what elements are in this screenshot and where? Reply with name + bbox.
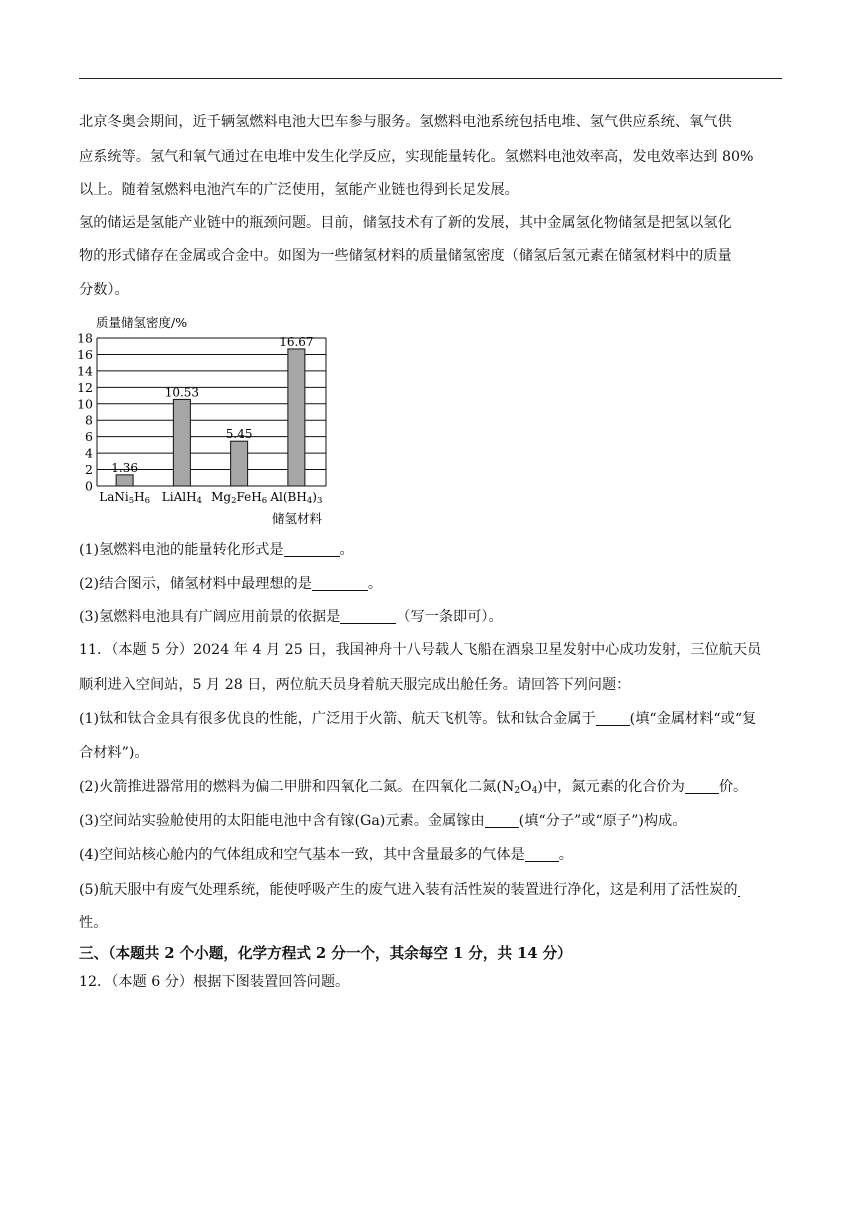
question-11-2-end: 价。 [718, 779, 748, 795]
value-label-0: 1.36 [111, 460, 138, 475]
question-11-4-end: 。 [558, 847, 573, 863]
chart-x-axis-label: 储氢材料 [272, 511, 323, 526]
category-label-0-part-3: 6 [144, 496, 151, 506]
section-3-heading: 三、（本题共 2 个小题，化学方程式 2 分一个，其余每空 1 分，共 14 分） [79, 945, 572, 962]
value-label-2: 5.45 [225, 427, 253, 442]
question-12-intro: 12．（本题 6 分）根据下图装置回答问题。 [79, 974, 350, 990]
question-10-1-end: 。 [339, 542, 354, 558]
answer-blank-11-5[interactable] [738, 882, 740, 897]
y-tick-label-4: 4 [85, 445, 93, 461]
y-tick-label-6: 6 [85, 429, 93, 445]
paragraph-2-line-1: 氢的储运是氢能产业链中的瓶颈问题。目前，储氢技术有了新的发展，其中金属氢化物储氢是把氢以氢化 [79, 215, 732, 231]
category-label-2-part-3: 6 [261, 496, 268, 506]
answer-blank-11-1[interactable] [596, 711, 630, 726]
formula-sub-2: 2 [514, 786, 521, 796]
header-rule [79, 78, 782, 79]
chart-y-axis-label: 质量储氢密度/% [96, 315, 188, 330]
question-11-5-text: (5)航天服中有废气处理系统，能使呼吸产生的废气进入装有活性炭的装置进行净化，这是利用了活性炭的 [79, 882, 738, 898]
question-11-1-line-2: 合材料”)。 [79, 745, 149, 761]
y-tick-label-0: 0 [85, 478, 93, 494]
y-tick-label-14: 14 [77, 363, 93, 379]
category-label-3-part-2: ) [312, 490, 317, 504]
y-tick-label-12: 12 [77, 379, 93, 395]
question-11-1-hint: (填“金属材料“或“复 [629, 711, 757, 727]
question-10-3 [79, 607, 784, 627]
category-label-2-part-2: FeH [236, 490, 262, 504]
chart-y-ticks [77, 331, 93, 494]
hydrogen-storage-chart [76, 310, 346, 530]
chart-bars [116, 349, 305, 486]
category-label-2-part-0: Mg [211, 490, 232, 504]
question-11-5-line-2: 性。 [79, 915, 108, 931]
category-label-1-part-0: LiAlH [161, 490, 197, 504]
question-11-1-line-1 [79, 709, 784, 729]
question-10-2-text: (2)结合图示，储氢材料中最理想的是 [79, 576, 312, 592]
paragraph-1-line-3: 以上。随着氢燃料电池汽车的广泛使用，氢能产业链也得到长足发展。 [79, 182, 519, 198]
category-label-2 [211, 490, 267, 506]
category-label-1 [162, 490, 202, 506]
question-10-3-end: （写一条即可）。 [396, 609, 503, 625]
question-11-4-text: (4)空间站核心舱内的气体组成和空气基本一致，其中含量最多的气体是 [79, 847, 525, 863]
answer-blank-11-4[interactable] [525, 847, 559, 862]
paragraph-2-line-3: 分数）。 [79, 282, 129, 298]
bar-2 [231, 441, 248, 486]
question-10-2-end: 。 [367, 576, 383, 592]
question-11-5-line-1 [79, 880, 784, 900]
category-label-2-part-1: 2 [231, 496, 237, 506]
y-tick-label-16: 16 [77, 346, 93, 362]
question-11-intro-line-1: 11．（本题 5 分）2024 年 4 月 25 日，我国神舟十八号载人飞船在酒泉卫星发射中心成功发射，三位航天员 [79, 642, 762, 658]
question-10-3-text: (3)氢燃料电池具有广阔应用前景的依据是 [79, 609, 341, 625]
bar-1 [173, 399, 190, 486]
category-label-3-part-0: Al(BH [270, 490, 307, 504]
answer-blank-11-2[interactable] [685, 779, 719, 794]
question-11-3-text: (3)空间站实验舱使用的太阳能电池中含有镓(Ga)元素。金属镓由 [79, 813, 485, 829]
question-10-1-text: (1)氢燃料电池的能量转化形式是 [79, 542, 284, 558]
bar-chart-svg [76, 310, 346, 530]
formula-oxygen: O [520, 779, 532, 795]
chart-value-labels [111, 335, 313, 475]
category-label-0 [99, 490, 150, 506]
y-tick-label-2: 2 [85, 462, 93, 478]
y-tick-label-10: 10 [77, 396, 93, 412]
value-label-3: 16.67 [279, 334, 314, 349]
question-11-3-hint: (填“分子”或“原子”)构成。 [518, 813, 687, 829]
paragraph-2-line-2: 物的形式储存在金属或合金中。如图为一些储氢材料的质量储氢密度（储氢后氢元素在储氢材料中的质量 [79, 248, 732, 264]
formula-sub-4: 4 [531, 786, 538, 796]
answer-blank-10-1[interactable] [284, 542, 340, 557]
chart-categories [99, 490, 322, 506]
y-tick-label-8: 8 [85, 412, 93, 428]
category-label-3-part-3: 3 [316, 496, 323, 506]
category-label-3-part-1: 4 [306, 496, 313, 506]
answer-blank-10-3[interactable] [340, 609, 396, 624]
question-11-2 [79, 777, 784, 797]
question-10-1 [79, 540, 784, 560]
question-11-2-text-b: )中，氮元素的化合价为 [537, 779, 685, 795]
question-11-4 [79, 845, 784, 865]
category-label-3 [269, 490, 322, 506]
answer-blank-11-3[interactable] [485, 813, 519, 828]
bar-3 [288, 349, 305, 486]
value-label-1: 10.53 [164, 385, 200, 400]
paragraph-1-line-1: 北京冬奥会期间，近千辆氢燃料电池大巴车参与服务。氢燃料电池系统包括电堆、氢气供应系统、氧气供 [79, 114, 732, 130]
bar-0 [116, 475, 133, 486]
category-label-1-part-1: 4 [196, 496, 202, 506]
question-11-3 [79, 811, 784, 831]
category-label-0-part-0: LaNi [99, 490, 129, 504]
question-11-intro-line-2: 顺利进入空间站，5 月 28 日，两位航天员身着航天服完成出舱任务。请回答下列问题： [79, 677, 631, 693]
question-11-2-text: (2)火箭推进器常用的燃料为偏二甲肼和四氧化二氮。在四氧化二氮(N [79, 779, 515, 795]
paragraph-1-line-2: 应系统等。氢气和氧气通过在电堆中发生化学反应，实现能量转化。氢燃料电池效率高，发电效率达到 80% [79, 149, 754, 165]
y-tick-label-18: 18 [77, 330, 93, 346]
category-label-0-part-2: H [134, 490, 145, 504]
answer-blank-10-2[interactable] [312, 576, 368, 591]
question-10-2 [79, 574, 784, 594]
category-label-0-part-1: 5 [128, 496, 135, 506]
question-11-1-text: (1)钛和钛合金具有很多优良的性能，广泛用于火箭、航天飞机等。钛和钛合金属于 [79, 711, 596, 727]
